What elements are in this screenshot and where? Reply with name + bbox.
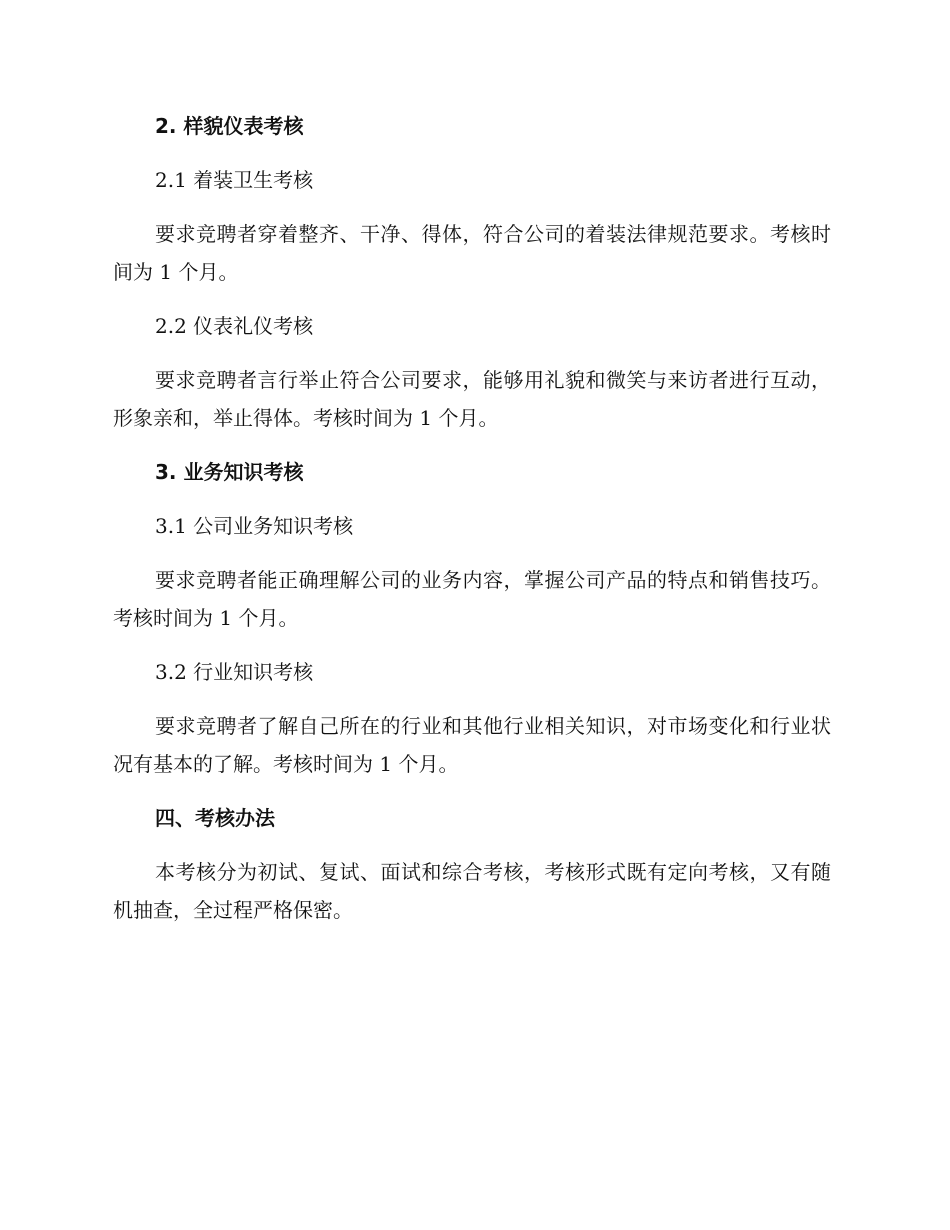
section-heading: 2. 样貌仪表考核 bbox=[155, 114, 304, 138]
body-paragraph: 本考核分为初试、复试、面试和综合考核，考核形式既有定向考核，又有随机抽查，全过程严格保密。 bbox=[113, 860, 831, 922]
body-paragraph: 要求竞聘者穿着整齐、干净、得体，符合公司的着装法律规范要求。考核时间为 1 个月。 bbox=[113, 222, 831, 284]
section-heading: 3. 业务知识考核 bbox=[155, 460, 304, 484]
subsection-heading: 3.1 公司业务知识考核 bbox=[155, 514, 354, 538]
document-content bbox=[113, 107, 831, 945]
body-paragraph: 要求竞聘者言行举止符合公司要求，能够用礼貌和微笑与来访者进行互动，形象亲和，举止得体。考核时间为 1 个月。 bbox=[113, 368, 831, 430]
subsection-heading: 2.2 仪表礼仪考核 bbox=[155, 314, 314, 338]
body-paragraph: 要求竞聘者了解自己所在的行业和其他行业相关知识，对市场变化和行业状况有基本的了解。考核时间为 1 个月。 bbox=[113, 714, 831, 776]
subsection-heading: 2.1 着装卫生考核 bbox=[155, 168, 314, 192]
section-heading: 四、考核办法 bbox=[155, 806, 275, 830]
subsection-heading: 3.2 行业知识考核 bbox=[155, 660, 314, 684]
body-paragraph: 要求竞聘者能正确理解公司的业务内容，掌握公司产品的特点和销售技巧。考核时间为 1 个月。 bbox=[113, 568, 831, 630]
